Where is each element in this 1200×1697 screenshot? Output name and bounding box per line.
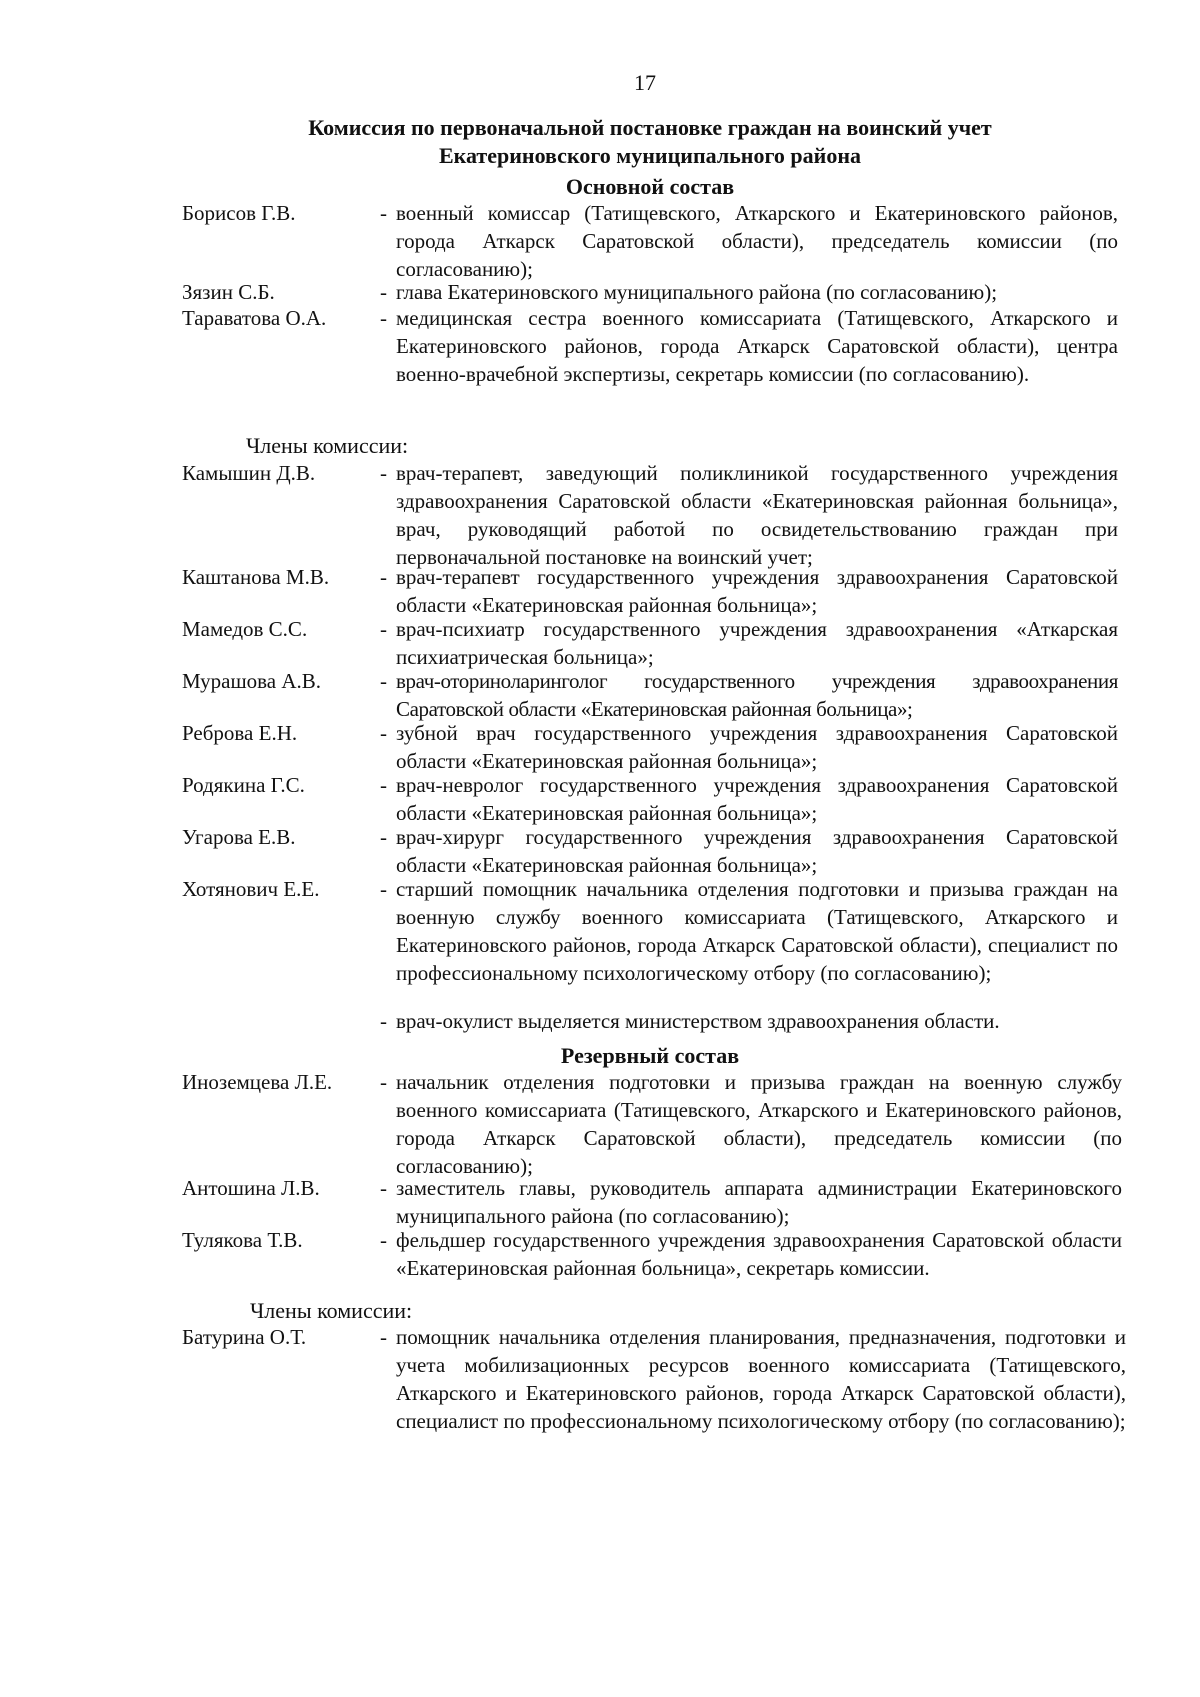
member-role: - медицинская сестра военного комиссариата (Татищевского, Аткарского и Екатериновского районов, города Аткарск Саратовской области), центра военно-врачебной экспертизы, секретарь комиссии (по согласованию).: [380, 306, 1118, 386]
member-role: - врач-терапевт, заведующий поликлиникой государственного учреждения здравоохранения Саратовской области «Екатериновская районная больница», врач, руководящий работой по освидетельствованию граждан при первоначальной постановке на воинский учет;: [380, 461, 1118, 569]
member-role: - старший помощник начальника отделения подготовки и призыва граждан на военную службу военного комиссариата (Татищевского, Аткарского и Екатериновского районов, города Аткарск Саратовской области), специалист по профессиональному психологическому отбору (по согласованию);: [380, 877, 1118, 985]
main-composition-heading: Основной состав: [565, 174, 735, 199]
reserve-composition-heading: Резервный состав: [560, 1043, 740, 1068]
page-number: 17: [634, 70, 656, 95]
member-role: - врач-невролог государственного учреждения здравоохранения Саратовской области «Екатериновская районная больница»;: [380, 773, 1118, 825]
member-name: Мамедов С.С.: [182, 617, 308, 641]
members-label: Члены комиссии:: [250, 1298, 413, 1323]
member-role: - помощник начальника отделения планирования, предназначения, подготовки и учета мобилизационных ресурсов военного комиссариата (Татищевского, Аткарского и Екатериновского районов, города Аткарск Саратовской области), специалист по профессиональному психологическому отбору (по согласованию);: [380, 1325, 1126, 1433]
member-name: Реброва Е.Н.: [182, 721, 298, 745]
member-name: Каштанова М.В.: [182, 565, 330, 589]
member-name: Мурашова А.В.: [182, 669, 322, 693]
member-role: - начальник отделения подготовки и призыва граждан на военную службу военного комиссариата (Татищевского, Аткарского и Екатериновского районов, города Аткарск Саратовской области), председатель комиссии (по согласованию);: [380, 1070, 1122, 1178]
member-role: - врач-хирург государственного учреждения здравоохранения Саратовской области «Екатериновская районная больница»;: [380, 825, 1118, 877]
member-role: - врач-оториноларинголог государственного учреждения здравоохранения Саратовской области «Екатериновская районная больница»;: [380, 669, 1118, 721]
member-name: Иноземцева Л.Е.: [182, 1070, 333, 1094]
title-line-1: Комиссия по первоначальной постановке граждан на воинский учет: [308, 115, 992, 140]
member-role: - глава Екатериновского муниципального района (по согласованию);: [380, 280, 998, 304]
member-role: - заместитель главы, руководитель аппарата администрации Екатериновского муниципального района (по согласованию);: [380, 1176, 1122, 1228]
member-role: - военный комиссар (Татищевского, Аткарского и Екатериновского районов, города Аткарск Саратовской области), председатель комиссии (по согласованию);: [380, 201, 1118, 281]
member-role: - врач-окулист выделяется министерством здравоохранения области.: [380, 1009, 1000, 1033]
member-role: - фельдшер государственного учреждения здравоохранения Саратовской области «Екатериновская районная больница», секретарь комиссии.: [380, 1228, 1122, 1280]
document-title: [180, 114, 1120, 170]
member-role: - зубной врач государственного учреждения здравоохранения Саратовской области «Екатериновская районная больница»;: [380, 721, 1118, 773]
member-name: Угарова Е.В.: [182, 825, 296, 849]
member-name: Тулякова Т.В.: [182, 1228, 303, 1252]
member-name: Борисов Г.В.: [182, 201, 296, 225]
member-name: Тараватова О.А.: [182, 306, 327, 330]
members-label: Члены комиссии:: [246, 433, 409, 458]
member-name: Родякина Г.С.: [182, 773, 305, 797]
member-name: Хотянович Е.Е.: [182, 877, 320, 901]
member-name: Зязин С.Б.: [182, 280, 275, 304]
member-name: Батурина О.Т.: [182, 1325, 307, 1349]
title-line-2: Екатериновского муниципального района: [438, 143, 862, 168]
member-role: - врач-терапевт государственного учреждения здравоохранения Саратовской области «Екатериновская районная больница»;: [380, 565, 1118, 617]
member-name: Камышин Д.В.: [182, 461, 316, 485]
member-name: Антошина Л.В.: [182, 1176, 320, 1200]
member-role: - врач-психиатр государственного учреждения здравоохранения «Аткарская психиатрическая больница»;: [380, 617, 1118, 669]
